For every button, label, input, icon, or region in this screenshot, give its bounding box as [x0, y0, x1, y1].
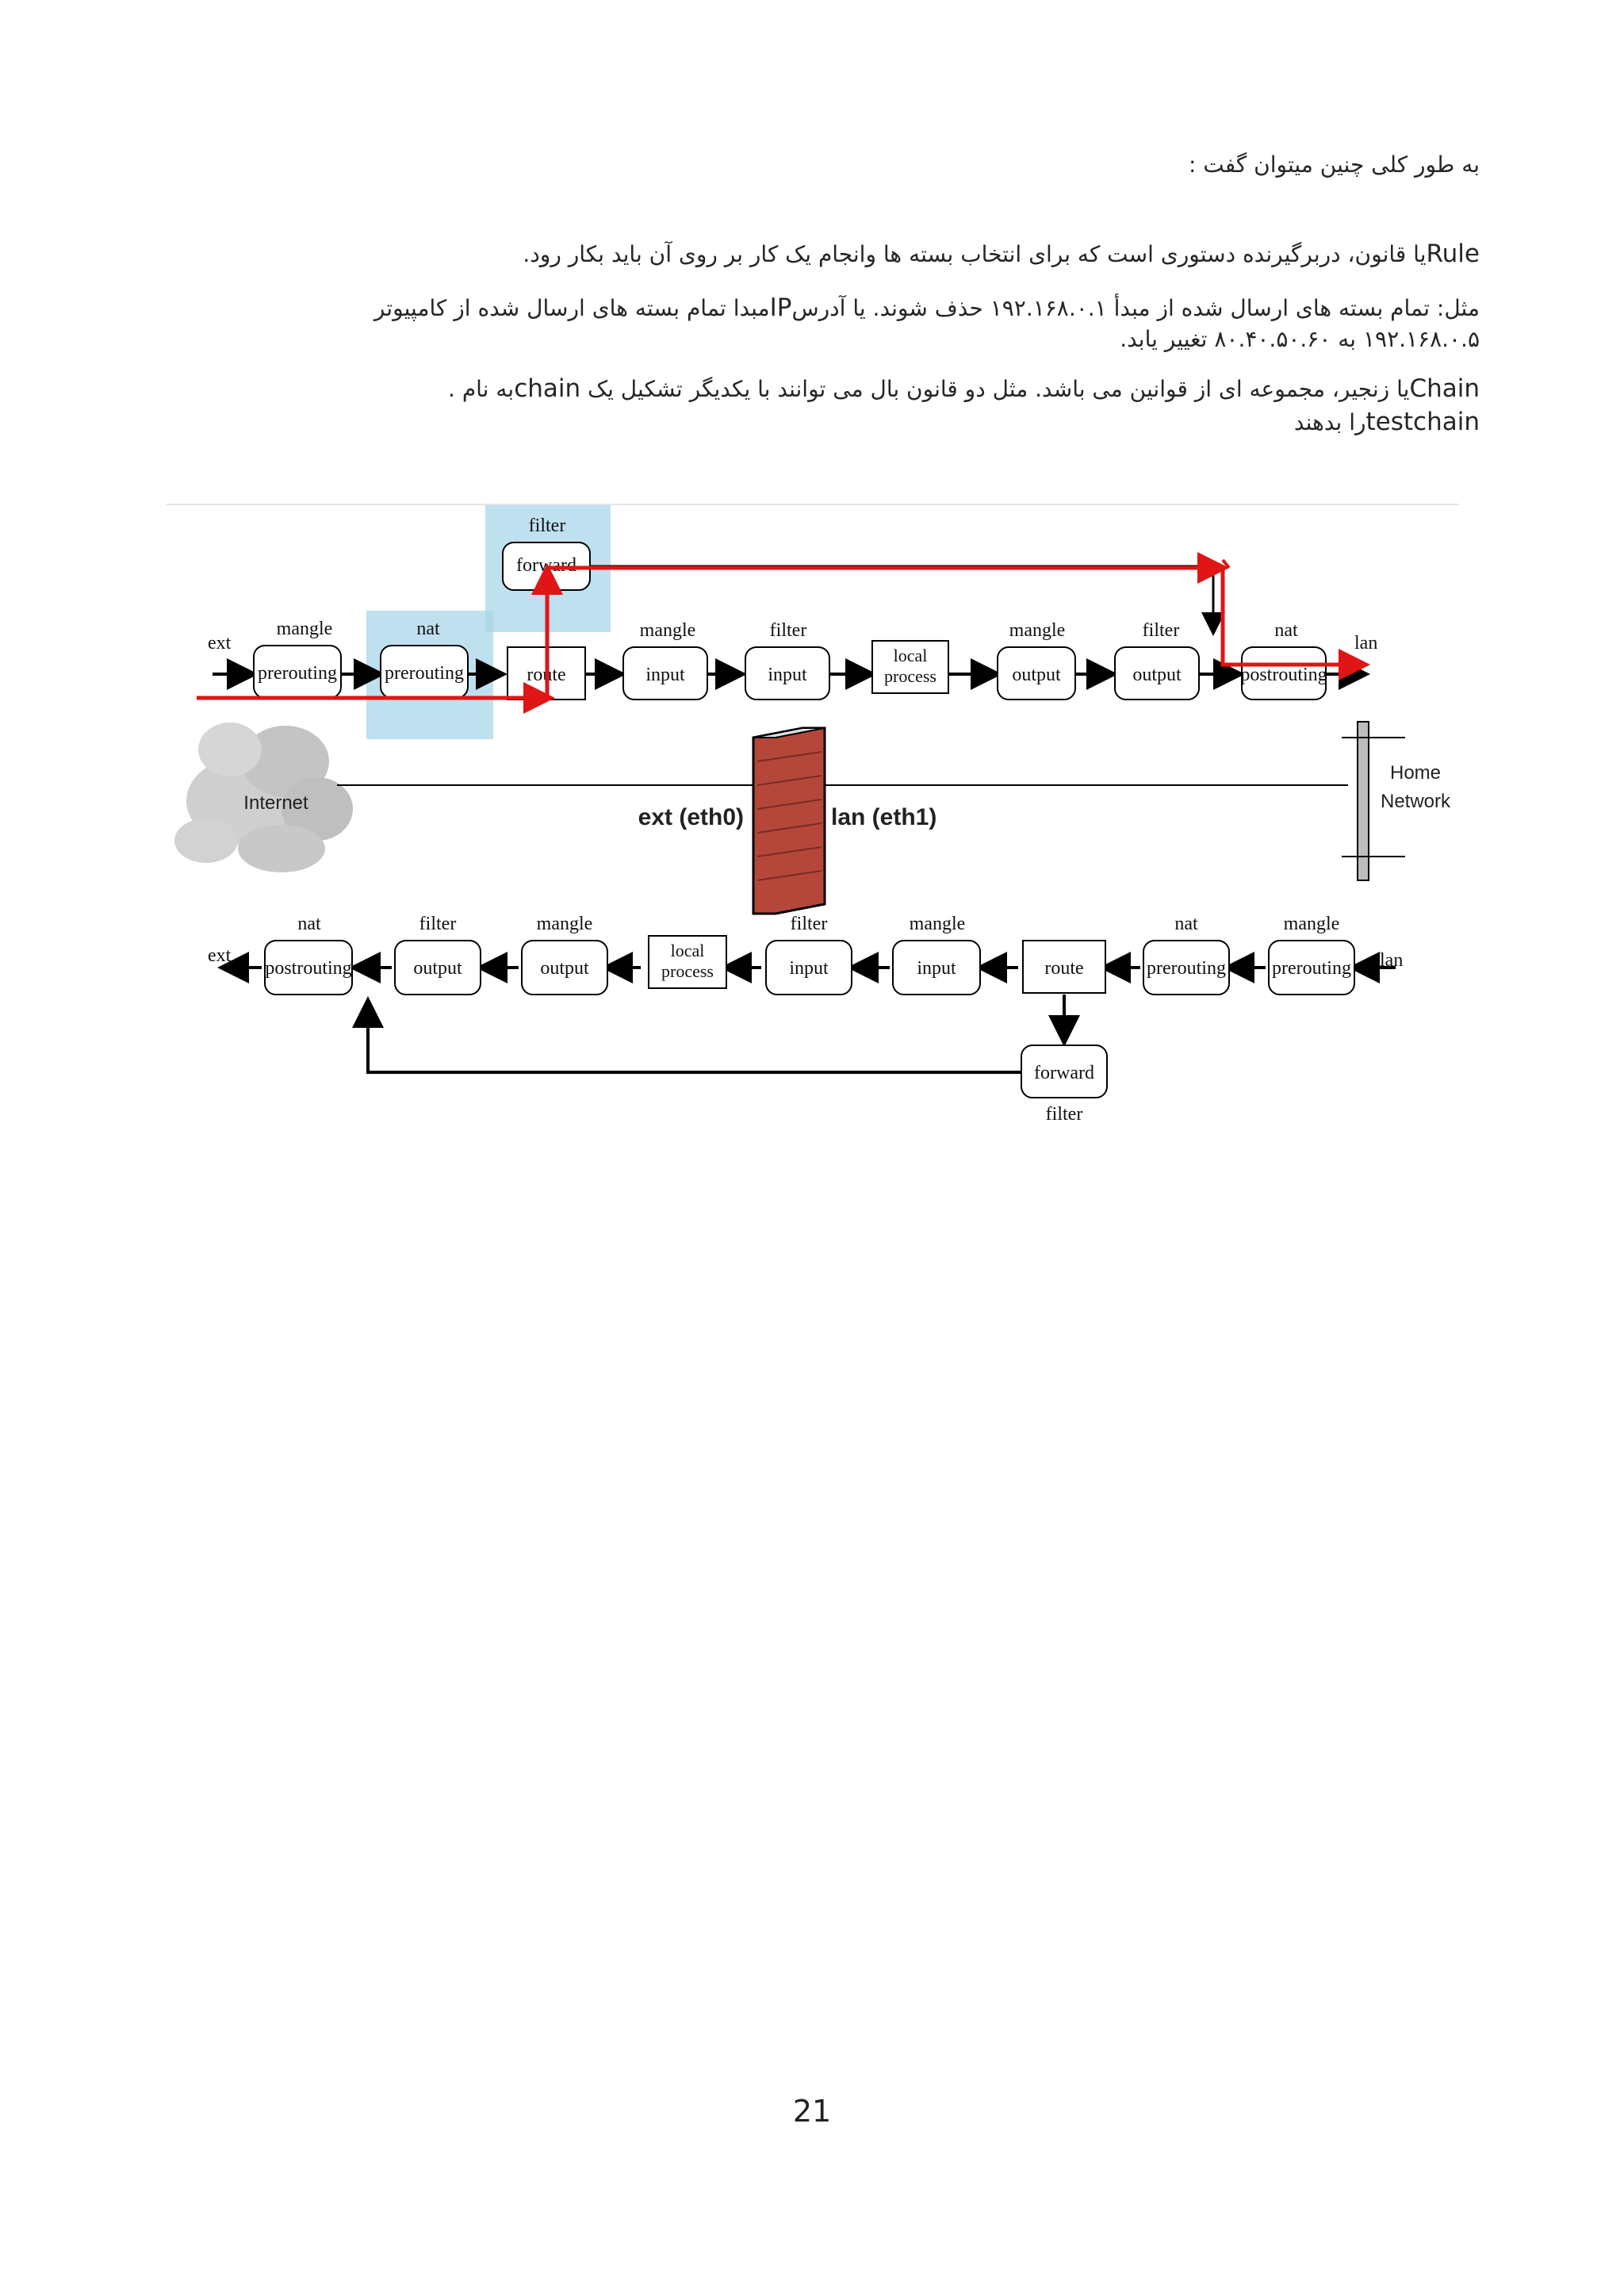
bottom-node-5-label: input	[917, 958, 956, 979]
bottom-node-0-group: nat	[297, 914, 321, 934]
top-row	[208, 516, 1377, 700]
network-middle	[174, 722, 1451, 914]
bottom-node-8-group: mangle	[1283, 914, 1340, 934]
bottom-node-1-group: filter	[419, 914, 457, 934]
bottom-node-2-label: output	[540, 958, 589, 979]
chain-definition: یا زنجیر، مجموعه ای از قوانین می باشد. مثل دو قانون بال می توانند با یکدیگر تشکیل یک	[580, 376, 1410, 402]
bottom-forward-label: forward	[1034, 1063, 1094, 1083]
bottom-node-7-group: nat	[1174, 914, 1198, 934]
bottom-node-5-group: mangle	[909, 914, 966, 934]
top-node-5-label-wrap	[872, 641, 948, 693]
top-node-8-label: postrouting	[1240, 665, 1327, 685]
top-node-4-group: filter	[769, 620, 807, 641]
intro-line: به طور کلی چنین میتوان گفت :	[1188, 151, 1480, 178]
home-network-label-1: Home	[1389, 762, 1442, 784]
testchain-term: testchain	[1365, 408, 1480, 436]
bottom-node-4-label: input	[789, 958, 829, 979]
top-node-3-label: input	[645, 665, 685, 685]
top-node-0-group: mangle	[276, 619, 333, 639]
top-forward-label: forward	[516, 555, 576, 576]
top-node-1-label: prerouting	[385, 663, 464, 684]
example-part-a: مثل: تمام بسته های ارسال شده از مبدأ ۱۹۲.۱۶۸.۰.۱ حذف شوند. یا آدرس	[791, 295, 1480, 321]
top-node-6-group: mangle	[1009, 620, 1066, 641]
bottom-node-3-label: local process	[661, 941, 714, 981]
bottom-node-0-label: postrouting	[265, 958, 352, 979]
lan-interface-label: lan (eth1)	[831, 804, 937, 830]
bottom-node-4-group: filter	[790, 914, 828, 934]
top-node-1-group: nat	[416, 619, 440, 639]
top-node-6-label: output	[1012, 665, 1061, 685]
top-node-2-label: route	[527, 665, 566, 685]
chain-term: Chain	[1409, 374, 1480, 403]
testchain-tail: را بدهند	[1293, 409, 1366, 435]
bottom-row	[208, 914, 1403, 1125]
rule-definition: یا قانون، دربرگیرنده دستوری است که برای انتخاب بسته ها وانجام یک کار بر روی آن باید بکار رود.	[523, 241, 1427, 267]
iptables-flow-diagram	[0, 0, 1624, 1126]
bottom-forward-return-arrow	[368, 1002, 1021, 1072]
bottom-node-2-group: mangle	[536, 914, 593, 934]
bottom-node-3-label-wrap	[649, 936, 726, 988]
example-ip: IP	[769, 293, 792, 322]
bottom-node-8-label: prerouting	[1272, 958, 1351, 979]
home-network-label-2: Network	[1380, 791, 1451, 812]
firewall-wall-icon	[753, 728, 825, 914]
top-forward-group: filter	[528, 516, 566, 536]
bottom-node-1-label: output	[413, 958, 462, 979]
top-node-3-group: mangle	[639, 620, 696, 641]
bottom-ext-label: ext	[208, 945, 232, 966]
chain-tail: به نام .	[448, 376, 515, 402]
chain-word: chain	[514, 374, 581, 403]
top-ext-label: ext	[208, 633, 232, 654]
bottom-node-6-label: route	[1044, 958, 1084, 979]
bottom-node-7-label: prerouting	[1147, 958, 1226, 979]
example-part-b: مبدا تمام بسته های ارسال شده از کامپیوتر	[373, 295, 770, 321]
rule-term: Rule	[1426, 240, 1480, 268]
example-line-2-text: ۱۹۲.۱۶۸.۰.۵ به ۸۰.۴۰.۵۰.۶۰ تغییر یابد.	[1120, 326, 1480, 352]
internet-label: Internet	[243, 792, 308, 814]
bottom-lan-label: lan	[1380, 950, 1404, 971]
top-node-5-label: local process	[884, 646, 936, 686]
top-node-8-group: nat	[1274, 620, 1298, 641]
top-node-0-label: prerouting	[258, 663, 337, 684]
top-node-4-label: input	[768, 665, 807, 685]
top-lan-label: lan	[1354, 633, 1378, 654]
bottom-forward-group: filter	[1045, 1104, 1083, 1125]
top-node-7-group: filter	[1142, 620, 1180, 641]
top-node-7-label: output	[1132, 665, 1182, 685]
ext-interface-label: ext (eth0)	[638, 804, 744, 830]
page-number: 21	[792, 2094, 832, 2129]
